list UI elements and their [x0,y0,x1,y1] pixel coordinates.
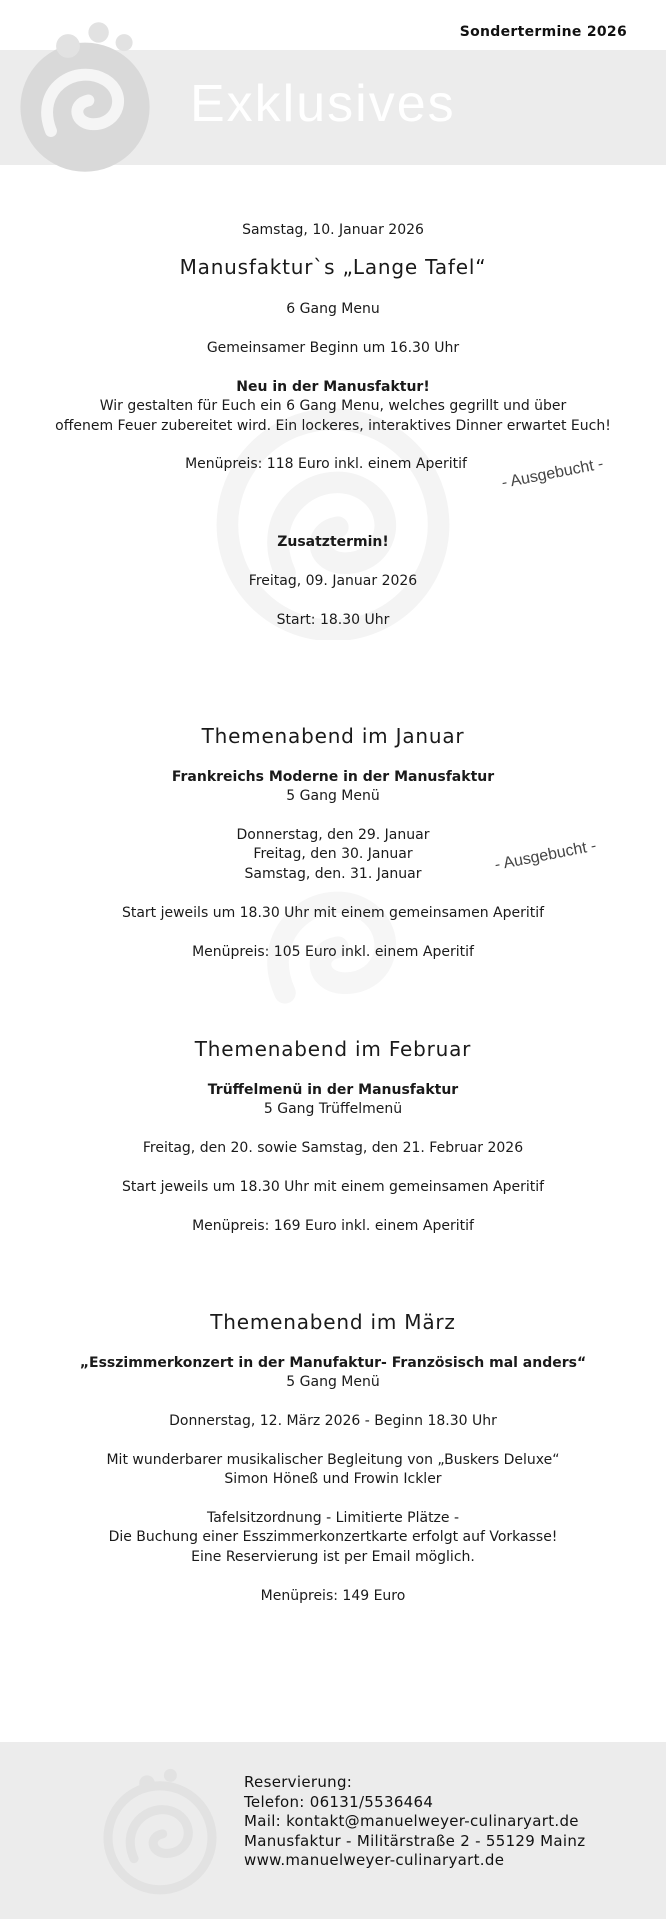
section-price: Menüpreis: 149 Euro [260,1588,406,1604]
section-title: Themenabend im Februar [194,1037,472,1061]
section-info: Die Buchung einer Esszimmerkonzertkarte erfolgt auf Vorkasse! [108,1529,558,1545]
page-title: Exklusives [190,75,456,133]
section-music: Mit wunderbarer musikalischer Begleitung von „Buskers Deluxe“ [106,1452,560,1468]
event-price: Menüpreis: 118 Euro inkl. einem Aperitif [185,456,467,472]
section-date: Freitag, den 30. Januar [253,846,413,862]
reservation-website[interactable]: www.manuelweyer-culinaryart.de [244,1851,505,1869]
event-description: offenem Feuer zubereitet wird. Ein lockeres, interaktives Dinner erwartet Euch! [55,418,611,434]
section-start: Start jeweils um 18.30 Uhr mit einem gemeinsamen Aperitif [121,905,545,921]
section-menu: 5 Gang Menü [286,788,380,804]
section-price: Menüpreis: 169 Euro inkl. einem Aperitif [192,1218,474,1234]
event-extra-date: Freitag, 09. Januar 2026 [248,573,418,589]
event-title: Manusfaktur`s „Lange Tafel“ [179,255,487,279]
section-subtitle: Trüffelmenü in der Manusfaktur [207,1082,459,1098]
section-date: Donnerstag, den 29. Januar [236,827,430,843]
section-menu: 5 Gang Trüffelmenü [263,1101,403,1117]
section-title: Themenabend im Januar [201,724,465,748]
event-description: Wir gestalten für Euch ein 6 Gang Menu, welches gegrillt und über [99,398,567,414]
section-date: Samstag, den. 31. Januar [244,866,422,882]
sold-out-badge: - Ausgebucht - [500,455,605,492]
reservation-phone[interactable]: Telefon: 06131/5536464 [244,1792,434,1811]
section-start: Start jeweils um 18.30 Uhr mit einem gemeinsamen Aperitif [121,1179,545,1195]
event-extra-heading: Zusatztermin! [277,534,389,550]
section-subtitle: „Esszimmerkonzert in der Manufaktur- Französisch mal anders“ [79,1355,587,1371]
section-price: Menüpreis: 105 Euro inkl. einem Aperitif [192,944,474,960]
section-info: Eine Reservierung ist per Email möglich. [191,1549,475,1565]
logo-watermark-footer-icon [95,1765,225,1895]
event-date: Samstag, 10. Januar 2026 [242,222,424,238]
logo-watermark-body-icon [213,400,453,640]
reservation-address: Manusfaktur - Militärstraße 2 - 55129 Mainz [244,1831,586,1850]
reservation-info [244,1773,585,1871]
section-menu: 5 Gang Menü [286,1374,380,1390]
top-label: Sondertermine 2026 [459,24,627,40]
section-date: Donnerstag, 12. März 2026 - Beginn 18.30 Uhr [169,1413,497,1429]
section-info: Tafelsitzordnung - Limitierte Plätze - [206,1510,460,1526]
event-new-heading: Neu in der Manusfaktur! [236,379,430,395]
event-menu: 6 Gang Menu [286,301,380,317]
section-date: Freitag, den 20. sowie Samstag, den 21. Februar 2026 [142,1140,524,1156]
reservation-heading: Reservierung: [244,1773,353,1791]
section-title: Themenabend im März [210,1310,456,1334]
sold-out-badge: - Ausgebucht - [493,837,598,874]
reservation-mail[interactable]: Mail: kontakt@manuelweyer-culinaryart.de [244,1812,579,1830]
section-subtitle: Frankreichs Moderne in der Manusfaktur [171,769,495,785]
event-start: Gemeinsamer Beginn um 16.30 Uhr [206,340,460,356]
logo-watermark-header-icon [0,12,170,182]
section-music: Simon Höneß und Frowin Ickler [224,1471,442,1487]
event-extra-start: Start: 18.30 Uhr [276,612,390,628]
